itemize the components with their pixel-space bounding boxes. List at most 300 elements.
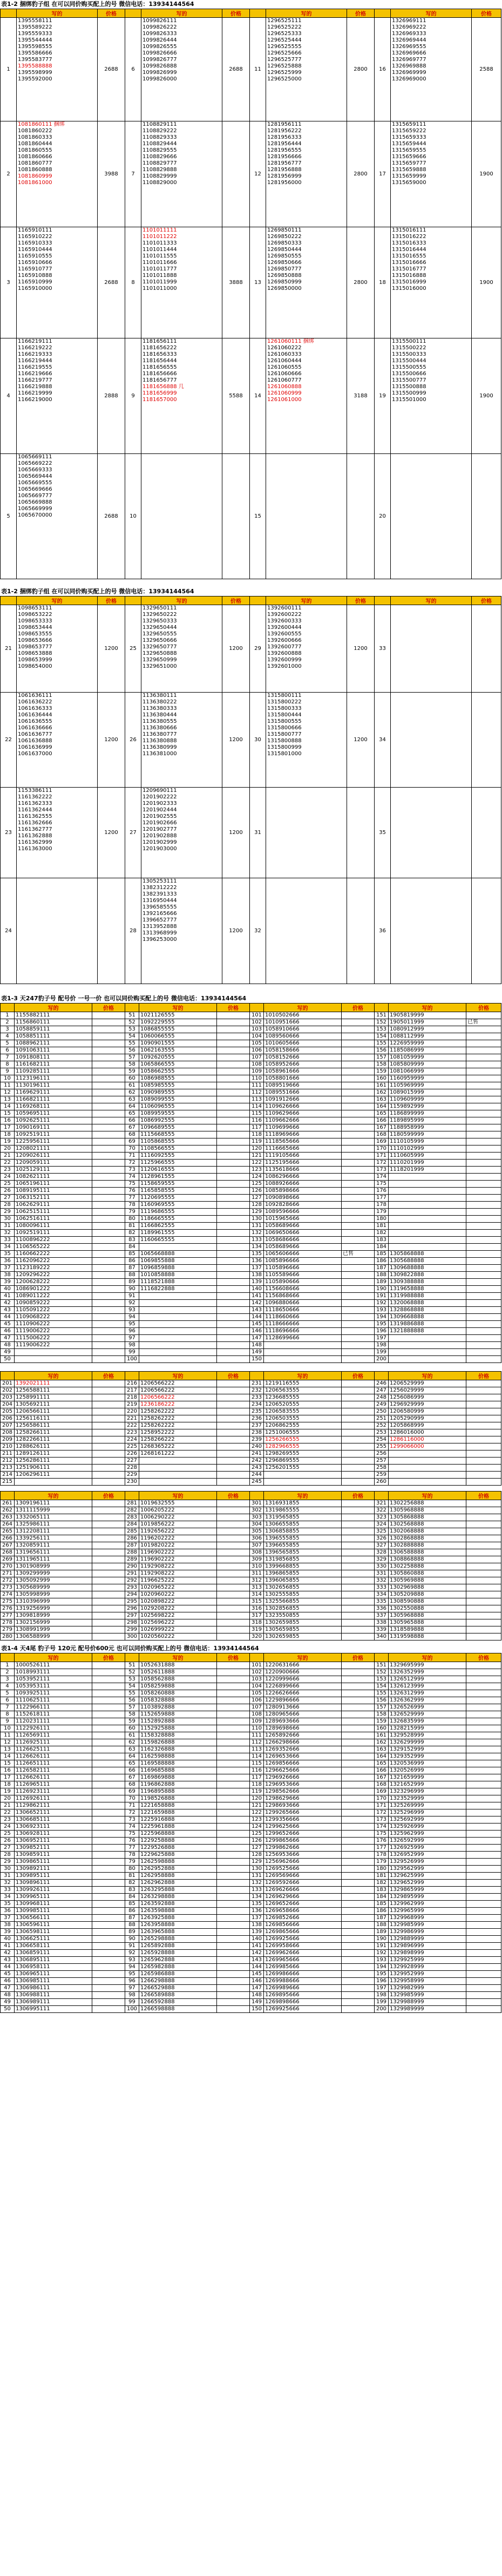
- phone-number[interactable]: 1201902333: [143, 801, 177, 806]
- phone-number[interactable]: 1020898222: [139, 1598, 217, 1605]
- phone-number[interactable]: 1161362222: [18, 794, 52, 800]
- phone-number[interactable]: 1302550888: [389, 1605, 466, 1612]
- phone-number[interactable]: 1065669999: [18, 506, 52, 512]
- phone-number[interactable]: 1229625888: [139, 1852, 217, 1859]
- phone-number[interactable]: 1905819999: [389, 1012, 466, 1019]
- phone-number[interactable]: 1192908222: [139, 1570, 217, 1577]
- phone-number[interactable]: 1153386111: [18, 788, 52, 794]
- phone-number[interactable]: 1302659855: [264, 1633, 342, 1640]
- phone-number[interactable]: 1329352999: [389, 1753, 466, 1760]
- phone-number[interactable]: 1081860888: [18, 167, 52, 173]
- phone-number[interactable]: 1101011000: [143, 286, 177, 292]
- phone-number[interactable]: 1092625111: [15, 1117, 92, 1124]
- phone-number[interactable]: 1326312999: [389, 1690, 466, 1697]
- phone-number[interactable]: 1052611888: [139, 1669, 217, 1676]
- phone-number[interactable]: 1158659555: [139, 1181, 217, 1188]
- phone-number[interactable]: 1262952888: [139, 1866, 217, 1873]
- phone-number[interactable]: [264, 1342, 342, 1349]
- phone-number[interactable]: 1058328888: [139, 1697, 217, 1704]
- phone-number[interactable]: 1020965222: [139, 1584, 217, 1591]
- phone-number[interactable]: 1061637000: [18, 751, 52, 757]
- phone-number[interactable]: 1266592888: [139, 1999, 217, 2006]
- phone-number[interactable]: 1282966555: [264, 1443, 342, 1450]
- phone-number[interactable]: 1305692111: [15, 1401, 92, 1408]
- phone-number[interactable]: 1256201555: [264, 1465, 342, 1472]
- phone-number[interactable]: 1015965666: [264, 1216, 342, 1223]
- phone-number[interactable]: 1206580999: [389, 1408, 466, 1415]
- phone-number[interactable]: 1089099555: [139, 1096, 217, 1103]
- phone-number[interactable]: 1315016777: [392, 266, 426, 272]
- phone-number[interactable]: 1122966111: [15, 1704, 92, 1711]
- phone-number[interactable]: 1282266111: [15, 1436, 92, 1443]
- phone-number[interactable]: 1221659888: [139, 1809, 217, 1816]
- phone-number[interactable]: 1268365222: [139, 1443, 217, 1450]
- phone-number[interactable]: 1302656855: [264, 1584, 342, 1591]
- phone-number[interactable]: 1126965111: [15, 1781, 92, 1788]
- phone-number[interactable]: 1086901222: [15, 1286, 92, 1293]
- phone-number[interactable]: 1220900666: [264, 1669, 342, 1676]
- phone-number[interactable]: 1098653999: [18, 657, 52, 663]
- phone-number[interactable]: 1395592000: [18, 76, 52, 82]
- phone-number[interactable]: 1219116555: [264, 1380, 342, 1387]
- phone-number[interactable]: 1019820222: [139, 1542, 217, 1549]
- phone-number[interactable]: 1098653444: [18, 625, 52, 631]
- phone-number[interactable]: 1198526888: [139, 1795, 217, 1802]
- phone-number[interactable]: 1319256999: [15, 1605, 92, 1612]
- phone-number[interactable]: 1088962111: [15, 1040, 92, 1047]
- phone-number[interactable]: 1206566222: [139, 1380, 217, 1387]
- phone-number[interactable]: 1196895888: [139, 1788, 217, 1795]
- phone-number[interactable]: 1081059999: [389, 1054, 466, 1061]
- phone-number[interactable]: 1309926111: [15, 1887, 92, 1894]
- phone-number[interactable]: 1392601000: [267, 663, 302, 669]
- phone-number[interactable]: 1123189222: [15, 1265, 92, 1272]
- phone-number[interactable]: 1299356666: [264, 1816, 342, 1823]
- phone-number[interactable]: [389, 1181, 466, 1188]
- phone-number[interactable]: 1119686555: [139, 1209, 217, 1216]
- phone-number[interactable]: 1298629666: [264, 1795, 342, 1802]
- phone-number[interactable]: 1323529999: [389, 1795, 466, 1802]
- phone-number[interactable]: 1065866555: [139, 1061, 217, 1068]
- phone-number[interactable]: 1119006222: [15, 1328, 92, 1335]
- phone-number[interactable]: 1256286111: [15, 1458, 92, 1465]
- phone-number[interactable]: 1269525666: [264, 1866, 342, 1873]
- phone-number[interactable]: 1392021111: [15, 1380, 92, 1387]
- phone-number[interactable]: 1256953666: [264, 1852, 342, 1859]
- phone-number[interactable]: 1081066999: [389, 1068, 466, 1075]
- phone-number[interactable]: 1392165666: [143, 911, 177, 917]
- phone-number[interactable]: [389, 1479, 466, 1486]
- phone-number[interactable]: 1281956111: [267, 121, 302, 127]
- phone-number[interactable]: 1229526888: [139, 1845, 217, 1852]
- phone-number[interactable]: 1309865111: [15, 1859, 92, 1866]
- phone-number[interactable]: 1326529999: [389, 1711, 466, 1718]
- phone-number[interactable]: 1089551666: [264, 1089, 342, 1096]
- phone-number[interactable]: 1058152666: [264, 1054, 342, 1061]
- phone-number[interactable]: 1281956777: [267, 160, 302, 166]
- phone-number[interactable]: 1329985999: [389, 1922, 466, 1929]
- phone-number[interactable]: 1061636666: [18, 725, 52, 731]
- phone-number[interactable]: 1312208111: [15, 1528, 92, 1535]
- phone-number[interactable]: 1120695555: [139, 1195, 217, 1202]
- phone-number[interactable]: 1315501000: [392, 397, 426, 403]
- phone-number[interactable]: 1311965111: [15, 1556, 92, 1563]
- phone-number[interactable]: 1101011444: [143, 247, 177, 253]
- phone-number[interactable]: 1126651111: [15, 1760, 92, 1767]
- phone-number[interactable]: 1269850222: [267, 234, 302, 240]
- phone-number[interactable]: 1329152999: [389, 1746, 466, 1753]
- phone-number[interactable]: 1201902222: [143, 794, 177, 800]
- phone-number[interactable]: 1392600888: [267, 650, 302, 656]
- phone-number[interactable]: 1058259888: [139, 1683, 217, 1690]
- phone-number[interactable]: 1289698666: [264, 1725, 342, 1732]
- phone-number[interactable]: 1090898666: [264, 1195, 342, 1202]
- phone-number[interactable]: 1328215999: [389, 1725, 466, 1732]
- phone-number[interactable]: 1262962888: [139, 1880, 217, 1887]
- phone-number[interactable]: 1296953666: [264, 1781, 342, 1788]
- phone-number[interactable]: [139, 1321, 217, 1328]
- phone-number[interactable]: 1118565666: [264, 1138, 342, 1145]
- phone-number[interactable]: 1109609999: [389, 1096, 466, 1103]
- phone-number[interactable]: 1269965666: [264, 1957, 342, 1964]
- phone-number[interactable]: 1306625111: [15, 1936, 92, 1943]
- phone-number[interactable]: 1093925111: [15, 1690, 92, 1697]
- phone-number[interactable]: [15, 1349, 92, 1356]
- phone-number[interactable]: 1299066000: [389, 1443, 466, 1450]
- phone-number[interactable]: 1396565855: [264, 1549, 342, 1556]
- phone-number[interactable]: [389, 1458, 466, 1465]
- phone-number[interactable]: [264, 1479, 342, 1486]
- phone-number[interactable]: 1296869555: [264, 1458, 342, 1465]
- phone-number[interactable]: 1206529999: [389, 1380, 466, 1387]
- phone-number[interactable]: 1136380222: [143, 699, 177, 705]
- phone-number[interactable]: 1306988111: [15, 1992, 92, 1999]
- phone-number[interactable]: 1189895999: [389, 1117, 466, 1124]
- phone-number[interactable]: 1329952999: [389, 1971, 466, 1978]
- phone-number[interactable]: 1302568888: [389, 1521, 466, 1528]
- phone-number[interactable]: 1081860333: [18, 134, 52, 140]
- phone-number[interactable]: 1101011666: [143, 260, 177, 266]
- phone-number[interactable]: 1065668888: [139, 1251, 217, 1258]
- phone-number[interactable]: 1329925999: [389, 1957, 466, 1964]
- phone-number[interactable]: 1061636888: [18, 738, 52, 744]
- phone-number[interactable]: 1090169111: [15, 1124, 92, 1131]
- phone-number[interactable]: 1089560666: [264, 1033, 342, 1040]
- phone-number[interactable]: 1065669333: [18, 467, 52, 473]
- phone-number[interactable]: 1315659666: [392, 154, 426, 160]
- phone-number[interactable]: 1296525111: [267, 18, 302, 24]
- phone-number[interactable]: 1315800111: [267, 693, 302, 699]
- phone-number[interactable]: [264, 1349, 342, 1356]
- phone-number[interactable]: 1116092555: [139, 1153, 217, 1160]
- phone-number[interactable]: 1326969444: [392, 37, 426, 43]
- phone-number[interactable]: 1329650888: [143, 650, 177, 656]
- phone-number[interactable]: 1296525666: [267, 50, 302, 56]
- phone-number[interactable]: 1166219444: [18, 358, 52, 364]
- phone-number[interactable]: 1261060444: [267, 358, 302, 364]
- phone-number[interactable]: 1205868999: [389, 1422, 466, 1429]
- phone-number[interactable]: 1315016000: [392, 286, 426, 292]
- phone-number[interactable]: 1315500333: [392, 351, 426, 357]
- phone-number[interactable]: 1126926111: [15, 1795, 92, 1802]
- phone-number[interactable]: 1315016111: [392, 227, 426, 233]
- phone-number[interactable]: 1325986111: [15, 1521, 92, 1528]
- phone-number[interactable]: 1266298666: [264, 1739, 342, 1746]
- phone-number[interactable]: 1181656888 几: [143, 384, 184, 390]
- phone-number[interactable]: 1136380666: [143, 725, 177, 731]
- phone-number[interactable]: 1135618666: [264, 1167, 342, 1174]
- phone-number[interactable]: 1309985111: [15, 1908, 92, 1915]
- phone-number[interactable]: 1315800222: [267, 699, 302, 705]
- phone-number[interactable]: 1159826888: [139, 1739, 217, 1746]
- phone-number[interactable]: 1061636555: [18, 718, 52, 724]
- phone-number[interactable]: 1258262222: [139, 1422, 217, 1429]
- phone-number[interactable]: 1905011999: [389, 1019, 466, 1026]
- phone-number[interactable]: 1181656333: [143, 351, 177, 357]
- phone-number[interactable]: 1298269555: [264, 1450, 342, 1458]
- phone-number[interactable]: 1309822888: [389, 1272, 466, 1279]
- phone-number[interactable]: 1165910666: [18, 260, 52, 266]
- phone-number[interactable]: 1329528999: [389, 1732, 466, 1739]
- phone-number[interactable]: 1158328888: [139, 1732, 217, 1739]
- phone-number[interactable]: 1166219000: [18, 397, 52, 403]
- phone-number[interactable]: 1058158666: [264, 1047, 342, 1054]
- phone-number[interactable]: 1315500777: [392, 377, 426, 383]
- phone-number[interactable]: 1118666666: [264, 1321, 342, 1328]
- phone-number[interactable]: 1329896999: [389, 1943, 466, 1950]
- phone-number[interactable]: 1315800555: [267, 718, 302, 724]
- phone-number[interactable]: 1201902999: [143, 839, 177, 845]
- phone-number[interactable]: 1110201999: [389, 1160, 466, 1167]
- phone-number[interactable]: 1085896666: [264, 1258, 342, 1265]
- phone-number[interactable]: 1302555855: [264, 1591, 342, 1598]
- phone-number[interactable]: 1288626111: [15, 1443, 92, 1450]
- phone-number[interactable]: 1392600222: [267, 612, 302, 618]
- phone-number[interactable]: 1165910999: [18, 279, 52, 285]
- phone-number[interactable]: 1315659222: [392, 128, 426, 134]
- phone-number[interactable]: 1156868666: [264, 1293, 342, 1300]
- phone-number[interactable]: 1280913666: [264, 1704, 342, 1711]
- phone-number[interactable]: 1309965111: [15, 1894, 92, 1901]
- phone-number[interactable]: 1126625111: [15, 1746, 92, 1753]
- phone-number[interactable]: 1181657000: [143, 397, 177, 403]
- phone-number[interactable]: 1101011333: [143, 240, 177, 246]
- phone-number[interactable]: 1206566222: [139, 1394, 217, 1401]
- phone-number[interactable]: 1058801666: [264, 1075, 342, 1082]
- phone-number[interactable]: 1188958999: [389, 1124, 466, 1131]
- phone-number[interactable]: 1136380555: [143, 718, 177, 724]
- phone-number[interactable]: 1092519111: [15, 1131, 92, 1138]
- phone-number[interactable]: 1315800999: [267, 744, 302, 750]
- phone-number[interactable]: 1256588111: [15, 1387, 92, 1394]
- phone-number[interactable]: 1108829888: [143, 167, 177, 173]
- phone-number[interactable]: 1302068888: [389, 1528, 466, 1535]
- phone-number[interactable]: 1099826444: [143, 37, 177, 43]
- phone-number[interactable]: 1058910666: [264, 1026, 342, 1033]
- phone-number[interactable]: 1152659888: [139, 1711, 217, 1718]
- phone-number[interactable]: 1118969666: [264, 1131, 342, 1138]
- phone-number[interactable]: 1099826333: [143, 31, 177, 37]
- phone-number[interactable]: 1319598888: [389, 1633, 466, 1640]
- phone-number[interactable]: 1069855888: [139, 1258, 217, 1265]
- phone-number[interactable]: 1296525555: [267, 44, 302, 50]
- phone-number[interactable]: 1136380444: [143, 712, 177, 718]
- phone-number[interactable]: 1302256888: [389, 1500, 466, 1507]
- phone-number[interactable]: 1236186222: [139, 1401, 217, 1408]
- phone-number[interactable]: 1319565855: [264, 1514, 342, 1521]
- phone-number[interactable]: 1382391333: [143, 891, 177, 897]
- phone-number[interactable]: 1091063111: [15, 1047, 92, 1054]
- phone-number[interactable]: 1109068222: [15, 1314, 92, 1321]
- phone-number[interactable]: 1326835999: [389, 1718, 466, 1725]
- phone-number[interactable]: 1108829000: [143, 180, 177, 186]
- phone-number[interactable]: 1092620555: [139, 1054, 217, 1061]
- phone-number[interactable]: 1315016444: [392, 247, 426, 253]
- phone-number[interactable]: 1281956666: [267, 154, 302, 160]
- phone-number[interactable]: 1315016888: [392, 273, 426, 279]
- phone-number[interactable]: 1081860777: [18, 160, 52, 166]
- phone-number[interactable]: 1101011777: [143, 266, 177, 272]
- phone-number[interactable]: 1129862111: [15, 1802, 92, 1809]
- phone-number[interactable]: 1161363000: [18, 846, 52, 852]
- phone-number[interactable]: 1392600444: [267, 625, 302, 631]
- phone-number[interactable]: 1099826555: [143, 44, 177, 50]
- phone-number[interactable]: 1326526999: [389, 1704, 466, 1711]
- phone-number[interactable]: 1065669555: [18, 480, 52, 486]
- phone-number[interactable]: [139, 1356, 217, 1363]
- phone-number[interactable]: 1226899666: [264, 1683, 342, 1690]
- phone-number[interactable]: 1161362555: [18, 814, 52, 819]
- phone-number[interactable]: 1302868888: [389, 1535, 466, 1542]
- phone-number[interactable]: 1323296999: [389, 1788, 466, 1795]
- phone-number[interactable]: 1269856666: [264, 1760, 342, 1767]
- phone-number[interactable]: 1225968888: [139, 1831, 217, 1838]
- phone-number[interactable]: 1019632555: [139, 1500, 217, 1507]
- phone-number[interactable]: 1209690111: [143, 788, 177, 794]
- phone-number[interactable]: 1269850444: [267, 247, 302, 253]
- phone-number[interactable]: 1268161222: [139, 1450, 217, 1458]
- phone-number[interactable]: 1296525888: [267, 63, 302, 69]
- phone-number[interactable]: 1098653333: [18, 618, 52, 624]
- phone-number[interactable]: 1315500222: [392, 345, 426, 351]
- phone-number[interactable]: 1166219777: [18, 377, 52, 383]
- phone-number[interactable]: 1136380111: [143, 693, 177, 699]
- phone-number[interactable]: 1053953111: [15, 1683, 92, 1690]
- phone-number[interactable]: 1306652111: [15, 1809, 92, 1816]
- phone-number[interactable]: 1206566222: [139, 1387, 217, 1394]
- phone-number[interactable]: 1126626111: [15, 1753, 92, 1760]
- phone-number[interactable]: 1315800888: [267, 738, 302, 744]
- phone-number[interactable]: 1169869888: [139, 1774, 217, 1781]
- phone-number[interactable]: 1396652777: [143, 917, 177, 923]
- phone-number[interactable]: 1062629111: [15, 1202, 92, 1209]
- phone-number[interactable]: 1165910000: [18, 286, 52, 292]
- phone-number[interactable]: 1058689666: [264, 1244, 342, 1251]
- phone-number[interactable]: 1089959555: [139, 1110, 217, 1117]
- phone-number[interactable]: 1306895111: [15, 1957, 92, 1964]
- phone-number[interactable]: 1181656222: [143, 345, 177, 351]
- phone-number[interactable]: 1315659333: [392, 134, 426, 140]
- phone-number[interactable]: 1025698222: [139, 1612, 217, 1619]
- phone-number[interactable]: [389, 1174, 466, 1181]
- phone-number[interactable]: 1325926999: [389, 1823, 466, 1831]
- phone-number[interactable]: 1326969777: [392, 57, 426, 63]
- phone-number[interactable]: 1319856855: [264, 1556, 342, 1563]
- phone-number[interactable]: 1263958888: [139, 1922, 217, 1929]
- phone-number[interactable]: 1229258888: [139, 1838, 217, 1845]
- phone-number[interactable]: 1258266222: [139, 1436, 217, 1443]
- phone-number[interactable]: 1392600111: [267, 605, 302, 611]
- phone-number[interactable]: 1128961555: [139, 1174, 217, 1181]
- phone-number[interactable]: 1118696666: [264, 1328, 342, 1335]
- phone-number[interactable]: 1306995111: [15, 2006, 92, 2013]
- phone-number[interactable]: 1306588888: [389, 1549, 466, 1556]
- phone-number[interactable]: 1099826777: [143, 57, 177, 63]
- phone-number[interactable]: 1061636444: [18, 712, 52, 718]
- phone-number[interactable]: 1091808111: [15, 1054, 92, 1061]
- phone-number[interactable]: 1266598888: [139, 2006, 217, 2013]
- phone-number[interactable]: 1108829999: [143, 173, 177, 179]
- phone-number[interactable]: 1098654000: [18, 663, 52, 669]
- phone-number[interactable]: [264, 1356, 342, 1363]
- phone-number[interactable]: 1269925666: [264, 2006, 342, 2013]
- phone-number[interactable]: 1010605666: [264, 1040, 342, 1047]
- phone-number[interactable]: 1308868888: [389, 1556, 466, 1563]
- phone-number[interactable]: 1396065855: [264, 1577, 342, 1584]
- phone-number[interactable]: 1185086999: [389, 1047, 466, 1054]
- phone-number[interactable]: 1136381000: [143, 751, 177, 757]
- phone-number[interactable]: 1298562666: [264, 1788, 342, 1795]
- phone-number[interactable]: 1062163555: [139, 1047, 217, 1054]
- phone-number[interactable]: 1081860222: [18, 128, 52, 134]
- phone-number[interactable]: 1105589666: [264, 1272, 342, 1279]
- phone-number[interactable]: 1086988555: [139, 1075, 217, 1082]
- phone-number[interactable]: 1261061000: [267, 397, 302, 403]
- phone-number[interactable]: 1329652999: [389, 1880, 466, 1887]
- phone-number[interactable]: 1101011111: [143, 227, 177, 233]
- phone-number[interactable]: 1181656777: [143, 377, 177, 383]
- phone-number[interactable]: 1309968111: [15, 1901, 92, 1908]
- phone-number[interactable]: 1081861000: [18, 180, 52, 186]
- phone-number[interactable]: 1161682111: [15, 1061, 92, 1068]
- phone-number[interactable]: 1329650999: [143, 657, 177, 663]
- phone-number[interactable]: 1326969333: [392, 31, 426, 37]
- phone-number[interactable]: 1320536999: [389, 1760, 466, 1767]
- phone-number[interactable]: 1256086999: [389, 1394, 466, 1401]
- phone-number[interactable]: 1105896666: [264, 1265, 342, 1272]
- phone-number[interactable]: 1152618111: [15, 1711, 92, 1718]
- phone-number[interactable]: [389, 1230, 466, 1237]
- phone-number[interactable]: 1018993111: [15, 1669, 92, 1676]
- phone-number[interactable]: 1220999666: [264, 1676, 342, 1683]
- phone-number[interactable]: 1329650222: [143, 612, 177, 618]
- phone-number[interactable]: 1101011222: [143, 234, 177, 240]
- phone-number[interactable]: 1118521888: [139, 1279, 217, 1286]
- phone-number[interactable]: 1098653222: [18, 612, 52, 618]
- phone-number[interactable]: 1326925999: [389, 1845, 466, 1852]
- phone-number[interactable]: 1256029999: [389, 1387, 466, 1394]
- phone-number[interactable]: 1181656111: [143, 338, 177, 344]
- phone-number[interactable]: [139, 1342, 217, 1349]
- phone-number[interactable]: 1165910777: [18, 266, 52, 272]
- phone-number[interactable]: 1065606666: [264, 1251, 342, 1258]
- phone-number[interactable]: 1269653666: [264, 1753, 342, 1760]
- phone-number[interactable]: 1225961888: [139, 1823, 217, 1831]
- phone-number[interactable]: 1118650666: [264, 1307, 342, 1314]
- phone-number[interactable]: 1201902777: [143, 826, 177, 832]
- phone-number[interactable]: 1109629666: [264, 1110, 342, 1117]
- phone-number[interactable]: 1206583555: [264, 1408, 342, 1415]
